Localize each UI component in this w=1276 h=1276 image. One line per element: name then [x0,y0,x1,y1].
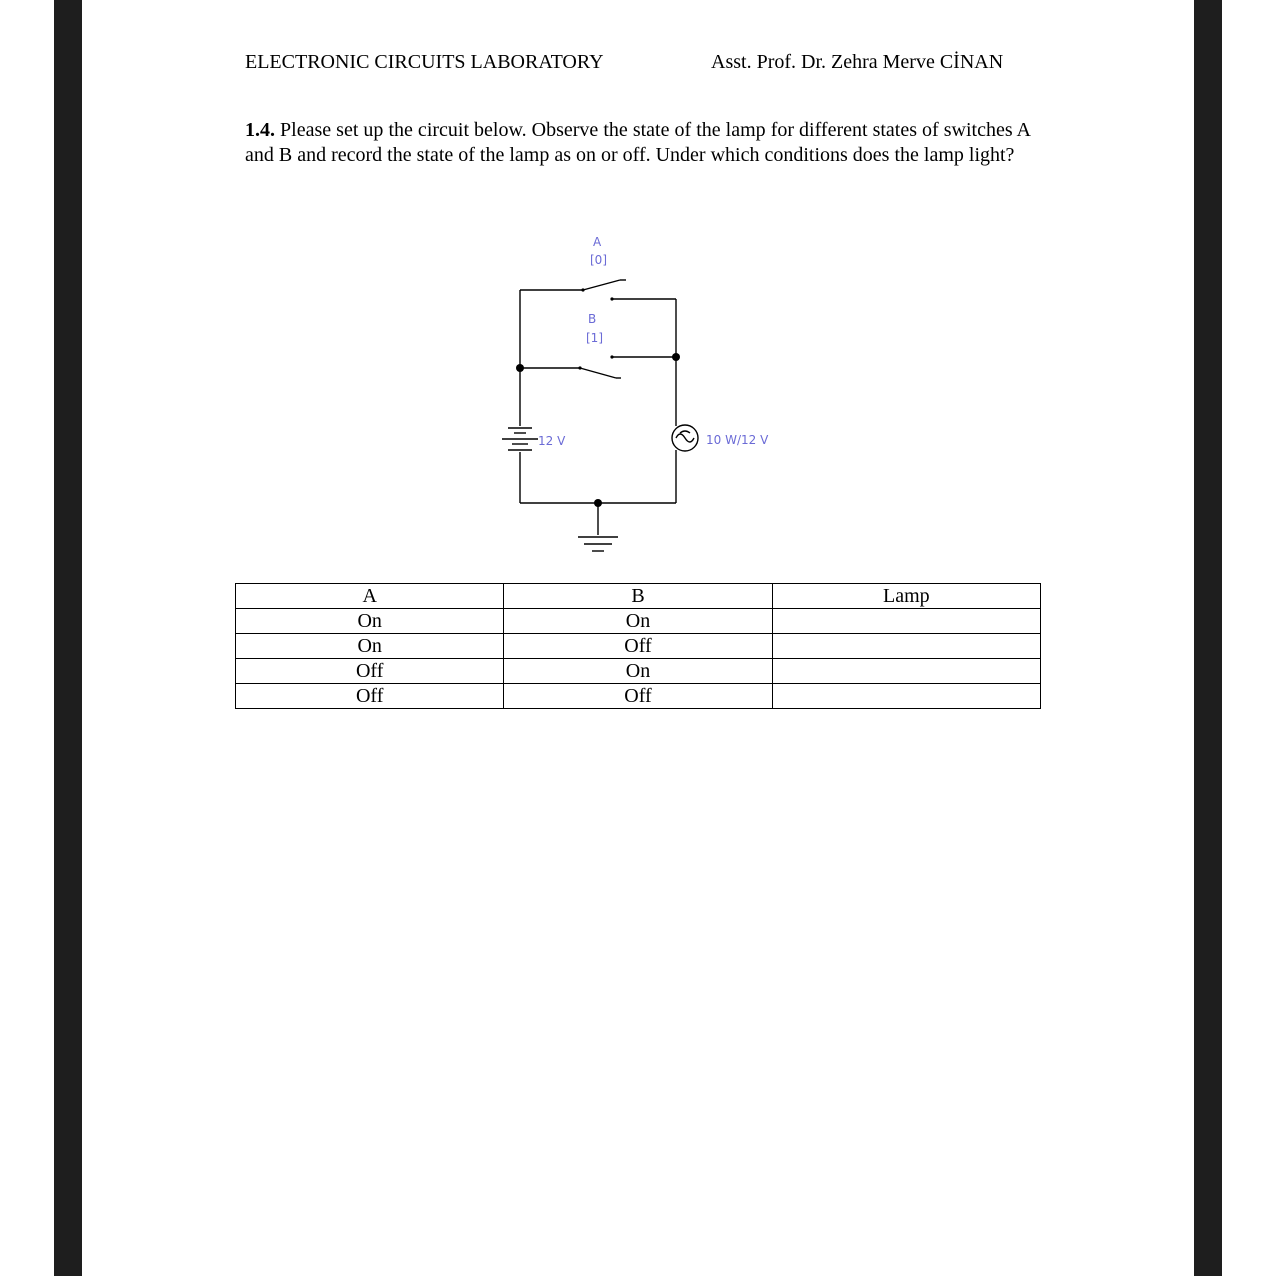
right-frame-bar [1194,0,1222,1276]
header-instructor: Asst. Prof. Dr. Zehra Merve CİNAN [711,51,1004,73]
cell-b: Off [504,634,772,659]
header-lamp: Lamp [772,584,1040,609]
cell-lamp [772,659,1040,684]
switch-a-blade [583,280,620,290]
switch-a-label: A [593,235,602,249]
switch-a-state: [0] [590,253,607,267]
header-a: A [236,584,504,609]
cell-a: On [236,609,504,634]
switch-lamp-table [235,583,1041,709]
question-paragraph [245,118,1031,168]
junction-ground [594,499,602,507]
cell-b: On [504,659,772,684]
question-text: Please set up the circuit below. Observe the state of the lamp for different states of switches A and B and record the state of the lamp as on or off. Under which conditions does the lamp light? [245,119,1031,166]
cell-a: On [236,634,504,659]
lamp-symbol [672,425,698,451]
switch-b-label: B [588,312,597,326]
header-course-title: ELECTRONIC CIRCUITS LABORATORY [245,51,604,73]
table-row [236,634,1041,659]
cell-b: Off [504,684,772,709]
cell-b: On [504,609,772,634]
question-number: 1.4. [245,119,275,141]
lamp-label: 10 W/12 V [706,433,769,447]
table-row [236,609,1041,634]
switch-b-state: [1] [586,331,603,345]
junction-left [516,364,524,372]
cell-a: Off [236,659,504,684]
cell-lamp [772,684,1040,709]
cell-a: Off [236,684,504,709]
table-row [236,659,1041,684]
cell-lamp [772,609,1040,634]
switch-b-blade [580,368,616,378]
battery-label: 12 V [538,434,566,448]
table-row [236,684,1041,709]
left-frame-bar [54,0,82,1276]
table-header-row [236,584,1041,609]
cell-lamp [772,634,1040,659]
header-b: B [504,584,772,609]
junction-right [672,353,680,361]
circuit-diagram [480,228,810,558]
